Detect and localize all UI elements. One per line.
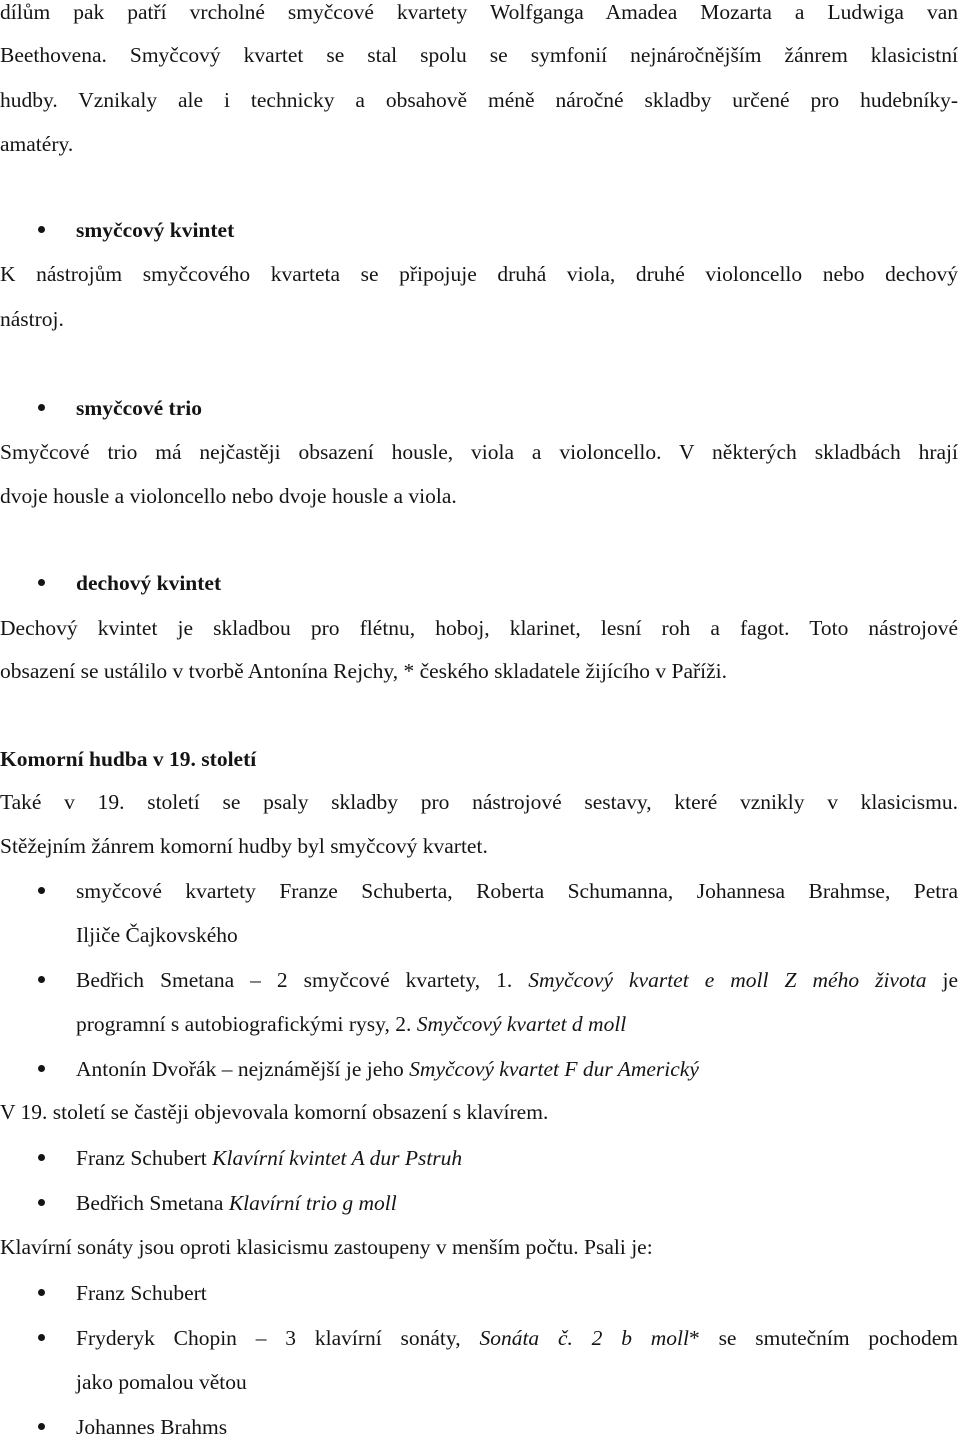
bullet-icon xyxy=(38,404,45,411)
paragraph-line: Beethovena. Smyčcový kvartet se stal spolu se symfonií nejnáročnějším žánrem klasicistní xyxy=(0,43,958,67)
list-item: Bedřich Smetana Klavírní trio g moll xyxy=(76,1191,397,1215)
list-item: Antonín Dvořák – nejznámější je jeho Smyčcový kvartet F dur Americký xyxy=(76,1057,699,1081)
section-heading: Komorní hudba v 19. století xyxy=(0,747,257,771)
paragraph-line: Smyčcové trio má nejčastěji obsazení housle, viola a violoncello. V některých skladbách hrají xyxy=(0,440,958,464)
paragraph-line: Také v 19. století se psaly skladby pro nástrojové sestavy, které vznikly v klasicismu. xyxy=(0,790,958,814)
list-item: Franz Schubert xyxy=(76,1281,207,1305)
paragraph-line: hudby. Vznikaly ale i technicky a obsahově méně náročné skladby určené pro hudebníky- xyxy=(0,88,958,112)
section-title: dechový kvintet xyxy=(76,571,222,595)
list-item-continuation: jako pomalou větou xyxy=(76,1370,247,1394)
paragraph-line: K nástrojům smyčcového kvarteta se připojuje druhá viola, druhé violoncello nebo dechový xyxy=(0,262,958,286)
paragraph-line: amatéry. xyxy=(0,132,74,156)
bullet-icon xyxy=(38,887,45,894)
paragraph-line: Dechový kvintet je skladbou pro flétnu, hoboj, klarinet, lesní roh a fagot. Toto nástrojové xyxy=(0,616,958,640)
bullet-icon xyxy=(38,1423,45,1430)
bullet-icon xyxy=(38,1199,45,1206)
bullet-icon xyxy=(38,1289,45,1296)
list-item-continuation: programní s autobiografickými rysy, 2. Smyčcový kvartet d moll xyxy=(76,1012,627,1036)
list-item: Johannes Brahms xyxy=(76,1415,228,1439)
paragraph-line: dvoje housle a violoncello nebo dvoje housle a viola. xyxy=(0,484,457,508)
bullet-icon xyxy=(38,976,45,983)
section-title: smyčcový kvintet xyxy=(76,218,235,242)
list-item: Bedřich Smetana – 2 smyčcové kvartety, 1. Smyčcový kvartet e moll Z mého života je xyxy=(76,968,958,992)
bullet-icon xyxy=(38,226,45,233)
paragraph-line: nástroj. xyxy=(0,307,64,331)
paragraph-line: dílům pak patří vrcholné smyčcové kvartety Wolfganga Amadea Mozarta a Ludwiga van xyxy=(0,0,958,24)
list-item-continuation: Iljiče Čajkovského xyxy=(76,923,238,947)
bullet-icon xyxy=(38,1154,45,1161)
paragraph-line: Stěžejním žánrem komorní hudby byl smyčcový kvartet. xyxy=(0,834,488,858)
bullet-icon xyxy=(38,579,45,586)
bullet-icon xyxy=(38,1065,45,1072)
list-item: Franz Schubert Klavírní kvintet A dur Pstruh xyxy=(76,1146,463,1170)
list-item: Fryderyk Chopin – 3 klavírní sonáty, Sonáta č. 2 b moll* se smutečním pochodem xyxy=(76,1326,958,1350)
bullet-icon xyxy=(38,1334,45,1341)
paragraph-line: obsazení se ustálilo v tvorbě Antonína Rejchy, * českého skladatele žijícího v Paříži. xyxy=(0,659,728,683)
paragraph-line: V 19. století se častěji objevovala komorní obsazení s klavírem. xyxy=(0,1100,549,1124)
paragraph-line: Klavírní sonáty jsou oproti klasicismu zastoupeny v menším počtu. Psali je: xyxy=(0,1235,653,1259)
list-item: smyčcové kvartety Franze Schuberta, Roberta Schumanna, Johannesa Brahmse, Petra xyxy=(76,879,958,903)
section-title: smyčcové trio xyxy=(76,396,202,420)
